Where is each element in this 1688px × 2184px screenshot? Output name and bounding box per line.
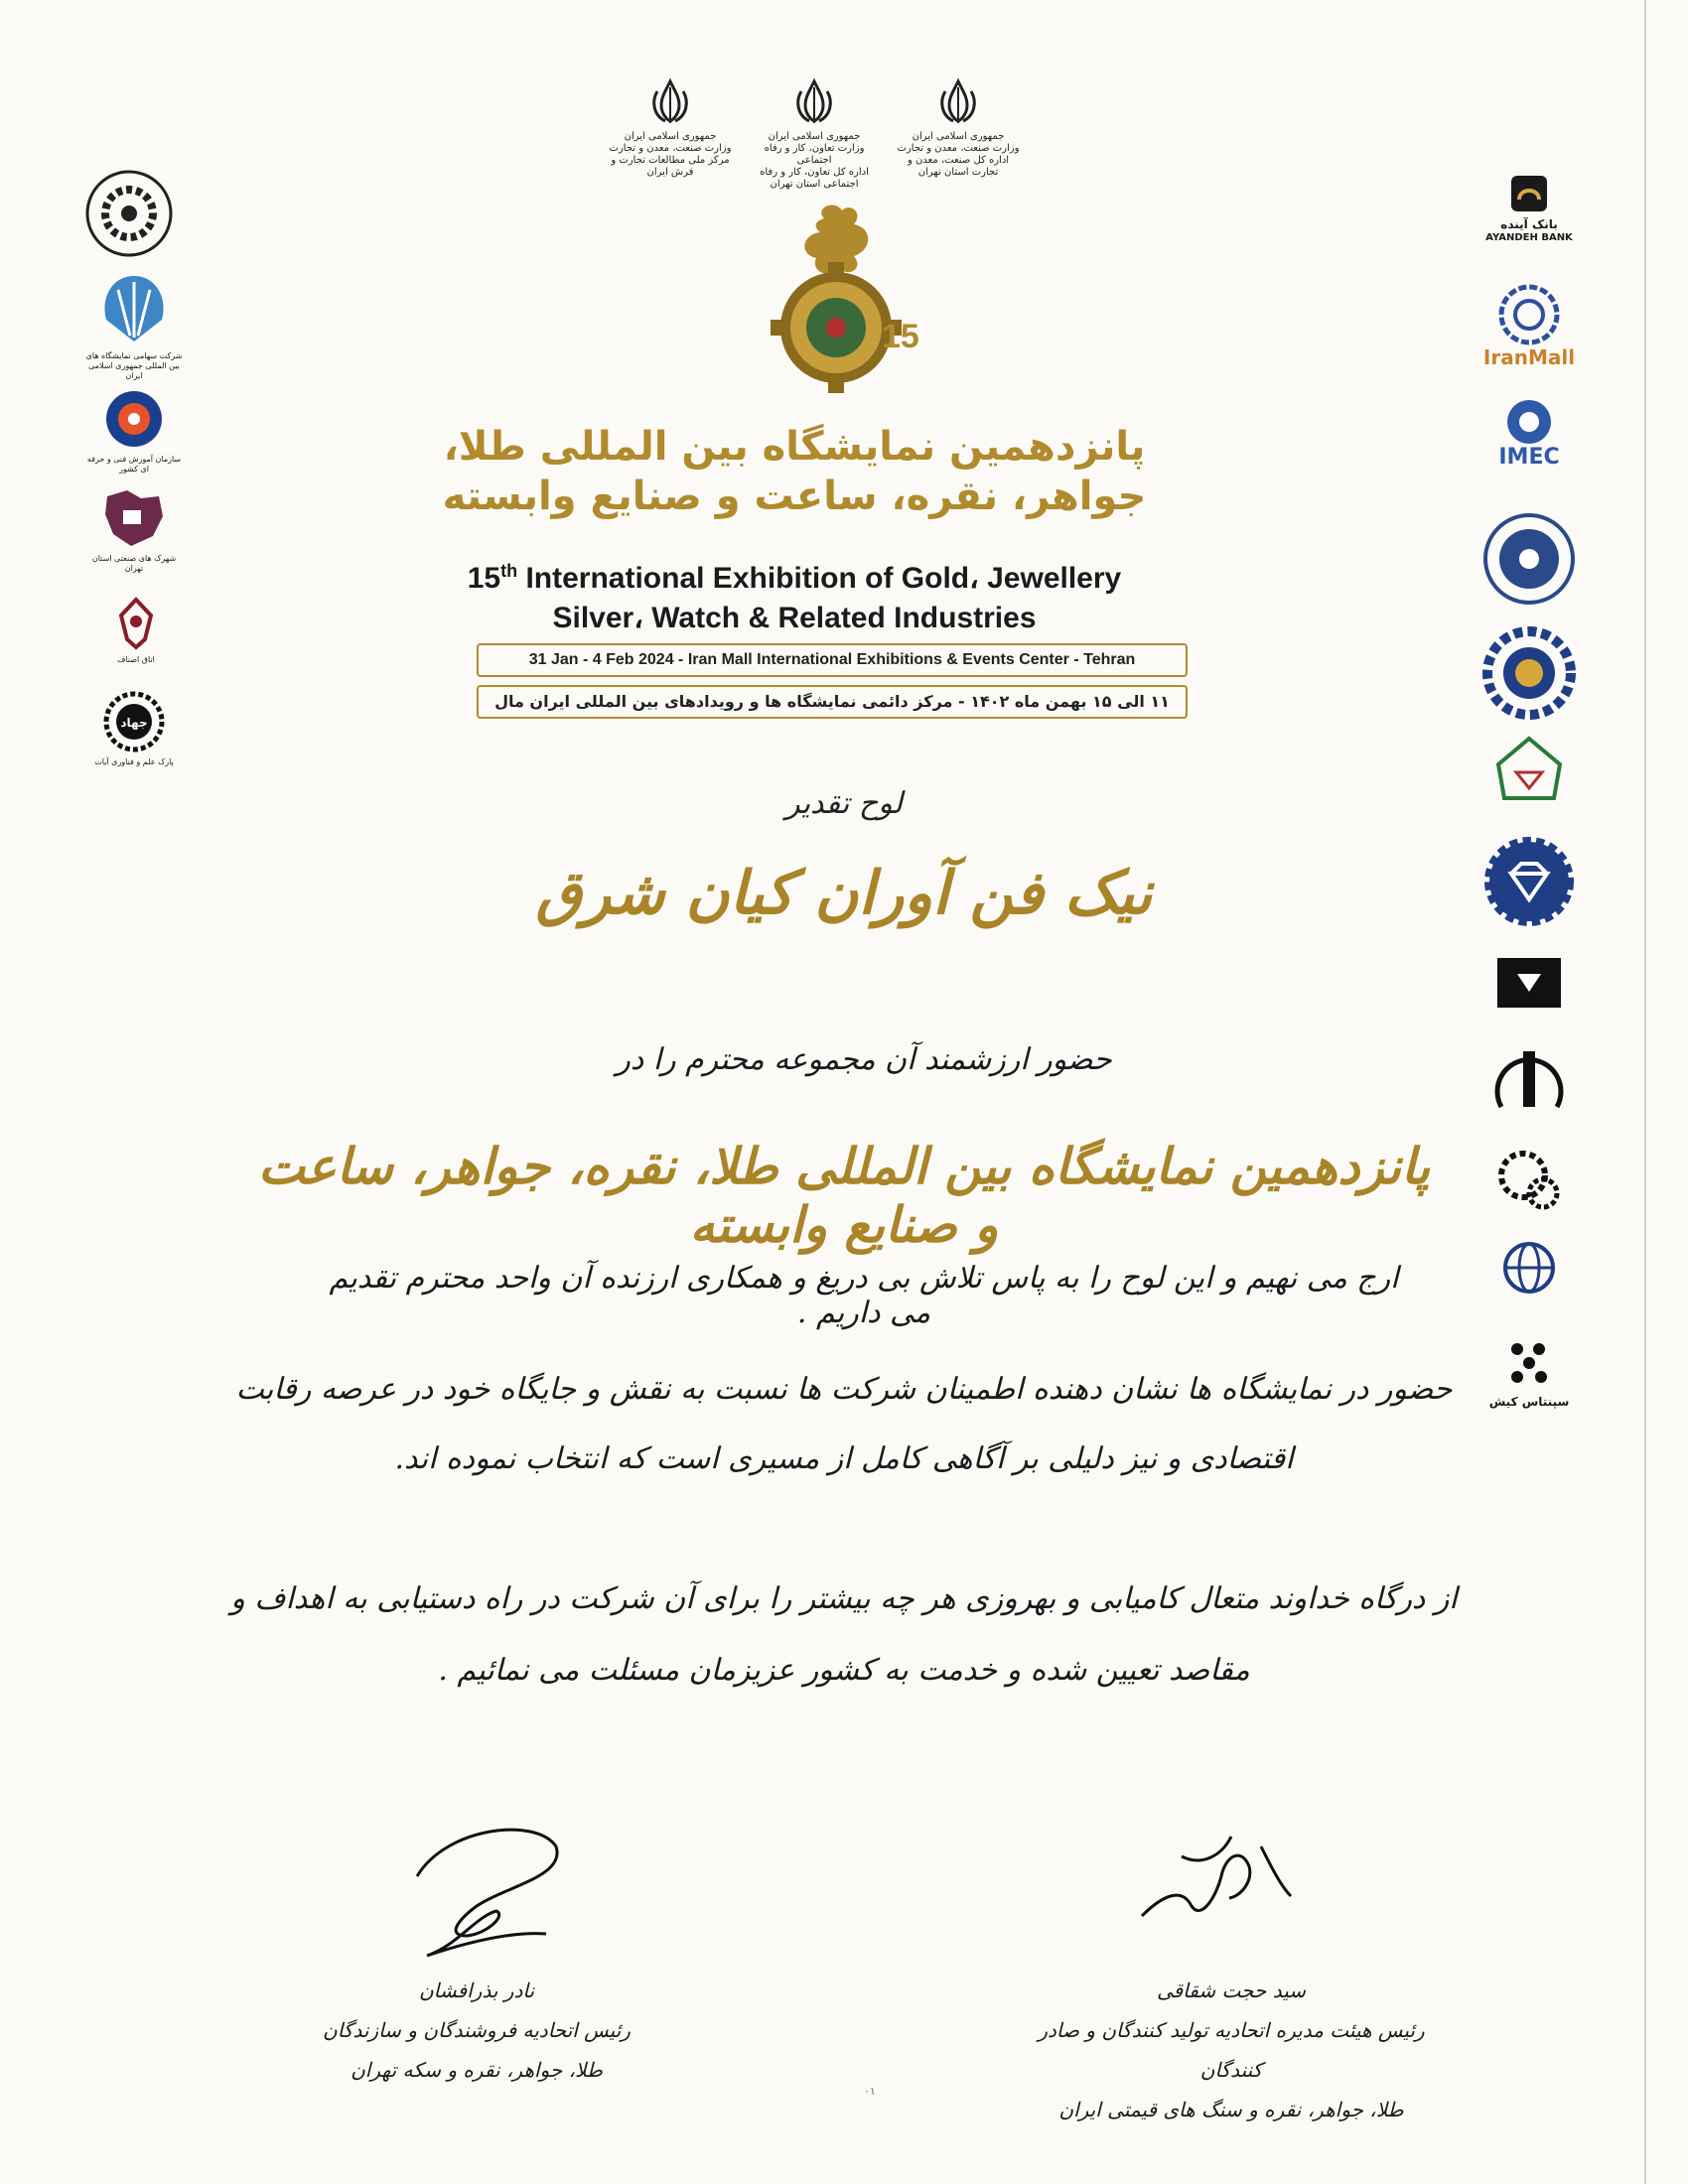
signature-right: [1122, 1827, 1301, 1936]
globe-icon: [1497, 1236, 1561, 1311]
jahad-icon: [102, 690, 166, 753]
iranmall-icon: [1489, 283, 1569, 346]
jahad-label: جهاد: [120, 716, 148, 730]
signatory-right: [1033, 1971, 1430, 2129]
signature-left: [387, 1817, 586, 1966]
title-en-line2: Silver، Watch & Related Industries: [552, 602, 1037, 634]
ministry-line: اداره کل صنعت، معدن و تجارت استان تهران: [907, 155, 1010, 178]
logo-caption: شهرک های صنعتی استان تهران: [91, 554, 177, 573]
ayandeh-bank-logo: [1470, 174, 1589, 245]
emblem-number: 15: [882, 318, 919, 355]
iranmall-logo: [1470, 283, 1589, 369]
gears-icon: [1491, 1142, 1567, 1217]
imec-logo: [1470, 397, 1589, 470]
logo-caption: شرکت سهامی نمایشگاه های بین المللی جمهوری اسلامی ایران: [85, 351, 183, 380]
ministry-line: وزارت تعاون، کار و رفاه اجتماعی: [764, 143, 865, 166]
iran-emblem-icon: [791, 77, 837, 127]
gold-factory-logo: [1470, 948, 1589, 1018]
bank-icon: [1507, 174, 1551, 213]
certificate-label: لوح تقدیر: [785, 786, 903, 821]
signatory-name: سید حجت شقاقی: [1156, 1979, 1307, 2002]
iran-emblem-icon: [647, 77, 693, 127]
diamond-gear-logo: [1470, 834, 1589, 933]
ministry-line: وزارت صنعت، معدن و تجارت: [609, 143, 732, 154]
title-en-number: 15: [467, 562, 501, 595]
ministry-line: مرکز ملی مطالعات تجارت و فرش ایران: [611, 155, 730, 178]
tower-icon: [1491, 1037, 1567, 1113]
signatory-title: طلا، جواهر، نقره و سنگ های قیمتی ایران: [1058, 2098, 1404, 2121]
exhibition-name: پانزدهمین نمایشگاه بین المللی طلا، نقره، جواهر، ساعت و صنایع وابسته: [257, 1137, 1431, 1254]
technical-vocational-logo: [84, 387, 184, 475]
sepantas-icon: [1501, 1335, 1557, 1391]
union-emblem-logo: [91, 596, 181, 665]
participation-paragraph: حضور در نمایشگاه ها نشان دهنده اطمینان شرکت ها نسبت به نقش و جایگاه خود در عرصه رقابت اقتصادی و نیز دلیلی بر آگاهی کامل از مسیری است که انتخاب نموده اند.: [235, 1372, 1453, 1476]
fairs-company-logo: [79, 268, 189, 381]
title-en-line1: International Exhibition of Gold، Jewellery: [517, 562, 1122, 595]
scan-edge-line: [1644, 0, 1646, 2184]
sepantas-logo: [1470, 1335, 1589, 1409]
diamond-gear-icon: [1481, 834, 1577, 929]
logo-caption: بانک آینده: [1500, 217, 1558, 231]
jahad-logo: [79, 690, 189, 767]
exhibition-title-fa: [377, 422, 1211, 521]
chamber-icon: [1481, 511, 1577, 607]
gears-logo: [1470, 1142, 1589, 1221]
page-mark: ۰۱: [864, 2085, 876, 2098]
intro-line: حضور ارزشمند آن مجموعه محترم را در: [616, 1042, 1112, 1077]
signatory-title: رئیس هیئت مدیره اتحادیه تولید کنندگان و صادر کنندگان: [1038, 2018, 1425, 2082]
gear-diamond-icon: [1481, 625, 1577, 721]
chamber-logo: [1470, 511, 1589, 611]
logo-caption: اتاق اصناف: [117, 655, 155, 664]
logo-caption: سپنتاس کیش: [1488, 1395, 1570, 1409]
title-fa-line1: پانزدهمین نمایشگاه بین المللی طلا،: [443, 424, 1146, 470]
logo-caption: سازمان آموزش فنی و حرفه ای کشور: [86, 455, 182, 474]
company-name: نیک فن آوران کیان شرق: [535, 859, 1153, 928]
signatory-left: [308, 1971, 645, 2090]
factory-icon: [1491, 948, 1567, 1014]
gear-diamond-logo: [1470, 625, 1589, 725]
ministry-line: جمهوری اسلامی ایران: [768, 131, 861, 142]
exhibition-title-en: [377, 551, 1211, 638]
province-map-logo: [84, 486, 184, 574]
ministry-logo-industry-carpet: [606, 77, 735, 179]
ministry-logo-industry-tehran: [894, 77, 1023, 179]
wishes-paragraph: از درگاه خداوند متعال کامیابی و بهروزی هر چه بیشتر را برای آن شرکت در راه دستیابی به اهداف و مقاصد تعیین شده و خدمت به کشور عزیزمان مسئلت می نمائیم .: [230, 1581, 1458, 1688]
appreciation-paragraph: ارج می نهیم و این لوح را به پاس تلاش بی دریغ و همکاری ارزنده آن واحد محترم تقدیم می داریم .: [329, 1261, 1399, 1330]
ministry-logo-labor: [750, 77, 879, 191]
logo-caption: IranMall: [1482, 345, 1576, 369]
logo-caption: IMEC: [1498, 445, 1560, 470]
ministry-line: جمهوری اسلامی ایران: [624, 131, 717, 142]
imec-icon: [1497, 397, 1561, 447]
jewelry-association-logo: [1470, 735, 1589, 808]
tower-logo: [1470, 1037, 1589, 1117]
ministry-line: وزارت صنعت، معدن و تجارت: [897, 143, 1020, 154]
globe-logo: [1470, 1236, 1589, 1315]
logo-caption: پارک علم و فناوری آیات: [94, 757, 174, 766]
ministry-line: اداره کل تعاون، کار و رفاه اجتماعی استان تهران: [760, 167, 869, 190]
tpo-logo: [79, 169, 179, 262]
exhibition-emblem: [755, 199, 923, 397]
tpo-icon: [84, 169, 174, 258]
title-fa-line2: جواهر، نقره، ساعت و صنایع وابسته: [442, 474, 1147, 519]
map-icon: [101, 486, 167, 550]
union-emblem-icon: [111, 596, 161, 651]
logo-caption: AYANDEH BANK: [1485, 232, 1573, 243]
signatory-title: طلا، جواهر، نقره و سکه تهران: [351, 2058, 603, 2082]
shell-icon: [94, 268, 174, 347]
signatory-title: رئیس اتحادیه فروشندگان و سازندگان: [323, 2018, 631, 2042]
title-en-sup: th: [500, 561, 518, 581]
diamond-house-icon: [1494, 735, 1564, 804]
iran-emblem-icon: [935, 77, 981, 127]
date-venue-fa: ۱۱ الی ۱۵ بهمن ماه ۱۴۰۲ - مرکز دائمی نمایشگاه ها و رویدادهای بین المللی ایران مال: [477, 685, 1188, 719]
signatory-name: نادر بذرافشان: [418, 1979, 535, 2002]
ministry-line: جمهوری اسلامی ایران: [912, 131, 1005, 142]
gear-circle-icon: [102, 387, 166, 451]
date-venue-en: 31 Jan - 4 Feb 2024 - Iran Mall International Exhibitions & Events Center - Tehran: [477, 643, 1188, 677]
